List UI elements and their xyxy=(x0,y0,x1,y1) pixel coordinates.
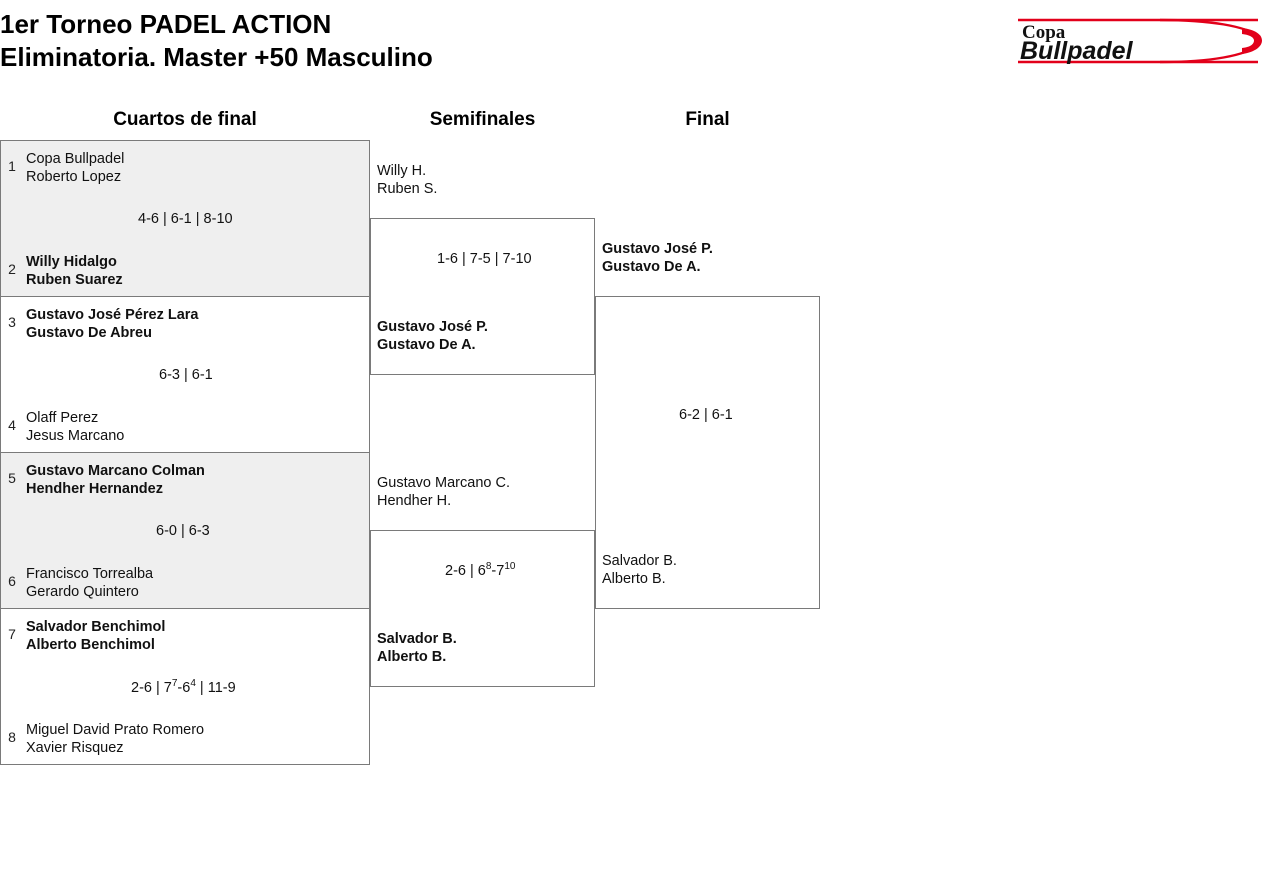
seed-number-2: 2 xyxy=(8,261,16,277)
team-sf1-top-player1: Willy H. xyxy=(377,163,427,179)
round-heading-quarterfinals: Cuartos de final xyxy=(113,109,257,130)
team-qf1-bottom-player2: Ruben Suarez xyxy=(26,272,123,288)
seed-number-5: 5 xyxy=(8,470,16,486)
team-final-top-player2: Gustavo De A. xyxy=(602,259,701,275)
team-sf2-top xyxy=(377,474,510,510)
team-sf2-top-player2: Hendher H. xyxy=(377,493,452,509)
team-qf2-bottom-player2: Jesus Marcano xyxy=(26,428,125,444)
title-line-1: 1er Torneo PADEL ACTION xyxy=(0,9,332,39)
team-qf2-top-player2: Gustavo De Abreu xyxy=(26,325,152,341)
team-qf1-top-player1: Copa Bullpadel xyxy=(26,151,125,167)
team-qf1-top xyxy=(26,150,124,186)
seed-number-6: 6 xyxy=(8,573,16,589)
team-qf3-bottom-player1: Francisco Torrealba xyxy=(26,566,154,582)
title-line-2: Eliminatoria. Master +50 Masculino xyxy=(0,42,433,72)
score-qf-4: 2-6 | $7^7-6^4$ | 11-9 xyxy=(131,678,236,696)
team-sf2-top-player1: Gustavo Marcano C. xyxy=(377,475,510,491)
team-final-top xyxy=(602,240,713,276)
team-sf1-top-player2: Ruben S. xyxy=(377,181,438,197)
team-sf2-bottom-player1: Salvador B. xyxy=(377,631,457,647)
team-qf4-top-player2: Alberto Benchimol xyxy=(26,637,155,653)
team-qf3-top-player2: Hendher Hernandez xyxy=(26,481,163,497)
score-final: 6-2 | 6-1 xyxy=(679,407,733,423)
team-final-top-player1: Gustavo José P. xyxy=(602,241,713,257)
seed-number-8: 8 xyxy=(8,729,16,745)
team-qf2-bottom-player1: Olaff Perez xyxy=(26,410,99,426)
team-qf2-top xyxy=(26,306,198,342)
team-qf3-bottom xyxy=(26,565,153,601)
team-qf4-bottom-player1: Miguel David Prato Romero xyxy=(26,722,205,738)
team-qf1-top-player2: Roberto Lopez xyxy=(26,169,122,185)
team-qf4-bottom-player2: Xavier Risquez xyxy=(26,740,124,756)
team-qf2-bottom xyxy=(26,409,124,445)
score-qf-2: 6-3 | 6-1 xyxy=(159,367,213,383)
team-sf1-top xyxy=(377,162,437,198)
team-qf2-top-player1: Gustavo José Pérez Lara xyxy=(26,307,199,323)
team-final-bottom-player2: Alberto B. xyxy=(602,571,666,587)
round-heading-final: Final xyxy=(685,109,730,130)
team-sf2-bottom-player2: Alberto B. xyxy=(377,649,447,665)
score-sf-2: 2-6 | $6^8-7^{10}$ xyxy=(445,561,516,579)
team-sf2-bottom xyxy=(377,630,457,666)
score-qf-1: 4-6 | 6-1 | 8-10 xyxy=(138,211,233,227)
team-qf3-bottom-player2: Gerardo Quintero xyxy=(26,584,139,600)
team-final-bottom-player1: Salvador B. xyxy=(602,553,677,569)
team-qf1-bottom-player1: Willy Hidalgo xyxy=(26,254,117,270)
page-header xyxy=(0,0,1280,90)
svg-text:Bullpadel: Bullpadel xyxy=(1020,37,1133,65)
score-sf-1: 1-6 | 7-5 | 7-10 xyxy=(437,251,532,267)
team-sf1-bottom-player2: Gustavo De A. xyxy=(377,337,476,353)
seed-number-7: 7 xyxy=(8,626,16,642)
team-qf1-bottom xyxy=(26,253,123,289)
round-heading-semifinals: Semifinales xyxy=(429,109,536,130)
team-final-bottom xyxy=(602,552,677,588)
team-qf4-top-player1: Salvador Benchimol xyxy=(26,619,166,635)
team-qf3-top xyxy=(26,462,205,498)
score-qf-3: 6-0 | 6-3 xyxy=(156,523,210,539)
svg-text:Copa: Copa xyxy=(1022,22,1066,43)
team-sf1-bottom-player1: Gustavo José P. xyxy=(377,319,488,335)
team-qf4-top xyxy=(26,618,165,654)
team-qf3-top-player1: Gustavo Marcano Colman xyxy=(26,463,205,479)
page-title xyxy=(0,8,433,74)
team-sf1-bottom xyxy=(377,318,488,354)
copa-bullpadel-logo xyxy=(1010,10,1266,72)
seed-number-3: 3 xyxy=(8,314,16,330)
seed-number-1: 1 xyxy=(8,158,16,174)
seed-number-4: 4 xyxy=(8,417,16,433)
team-qf4-bottom xyxy=(26,721,204,757)
